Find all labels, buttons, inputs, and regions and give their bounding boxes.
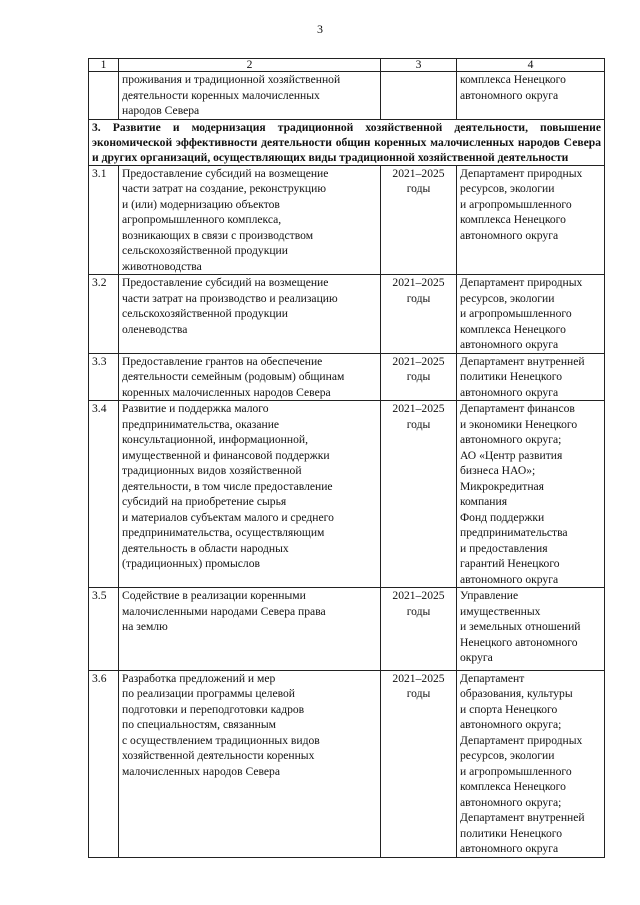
- text-line: предпринимательства: [460, 526, 568, 539]
- text-line: хозяйственной деятельности коренных: [122, 749, 315, 762]
- text-line: автономного округа: [460, 228, 559, 242]
- text-line: возникающих в связи с производством: [122, 228, 314, 242]
- table-row: [89, 275, 605, 354]
- text-line: и агропромышленного: [460, 307, 572, 320]
- row-number: 3.4: [89, 401, 119, 588]
- text-line: части затрат на создание, реконструкцию: [122, 182, 326, 195]
- text-line: Развитие и поддержка малого: [122, 402, 269, 415]
- text-line: консультационной, информационной,: [122, 433, 308, 446]
- text-line: Содействие в реализации коренными: [122, 589, 306, 602]
- text-line: Фонд поддержки: [460, 510, 545, 524]
- text-line: автономного округа: [460, 88, 559, 102]
- text-line: Ненецкого автономного: [460, 635, 578, 649]
- period-cell: [381, 588, 457, 671]
- text-line: Предоставление субсидий на возмещение: [122, 276, 329, 289]
- text-line: малочисленными народами Севера права: [122, 604, 326, 618]
- table-row: [89, 165, 605, 275]
- text-line: комплекса Ненецкого: [460, 780, 566, 793]
- text-line: комплекса Ненецкого: [460, 73, 566, 86]
- text-line: Департамент финансов: [460, 402, 575, 415]
- text-line: ресурсов, экологии: [460, 291, 555, 305]
- text-line: по специальностям, связанным: [122, 718, 277, 731]
- text-line: деятельности семейным (родовым) общинам: [122, 370, 345, 383]
- text-line: ресурсов, экологии: [460, 749, 555, 762]
- text-line: коренных малочисленных народов Севера: [122, 385, 331, 399]
- text-line: народов Севера: [122, 104, 200, 117]
- page-number: 3: [317, 22, 323, 36]
- period-cell: [381, 275, 457, 354]
- text-line: оленеводства: [122, 322, 188, 336]
- text-line: годы: [406, 604, 431, 618]
- section-title: 3. Развитие и модернизация традиционной хозяйственной деятельности, повышение экономической эффективности деятельности общин коренных малочисленных народов Севера и других организаций, осуществляющих виды традиционной хозяйственной деятельности: [89, 119, 605, 165]
- table-row: [89, 401, 605, 588]
- row-number: 3.5: [89, 588, 119, 671]
- period-cell: [381, 165, 457, 275]
- text-line: автономного округа: [460, 338, 559, 351]
- text-line: предпринимательства, осуществляющим: [122, 526, 325, 539]
- text-line: 2021–2025: [392, 402, 445, 415]
- column-numbers-row: [89, 59, 605, 72]
- text-line: годы: [406, 417, 431, 431]
- executor-cell: [457, 588, 605, 671]
- text-line: ресурсов, экологии: [460, 182, 555, 195]
- text-line: Департамент природных: [460, 276, 583, 289]
- measure-cell: [119, 588, 381, 671]
- text-line: 2021–2025: [392, 166, 445, 180]
- text-line: автономного округа;: [460, 795, 562, 809]
- row-number: 3.1: [89, 165, 119, 275]
- period-cell: [381, 401, 457, 588]
- text-line: политики Ненецкого: [460, 370, 563, 383]
- column-number: 3: [381, 59, 457, 72]
- text-line: АО «Центр развития: [460, 448, 563, 462]
- text-line: сельскохозяйственной продукции: [122, 244, 288, 257]
- text-line: компания: [460, 495, 508, 508]
- text-line: 2021–2025: [392, 276, 445, 289]
- text-line: 2021–2025: [392, 671, 445, 685]
- text-line: и предоставления: [460, 541, 548, 555]
- measure-cell: [119, 353, 381, 401]
- executor-cell: [457, 670, 605, 857]
- column-number: 4: [457, 59, 605, 72]
- text-line: Предоставление грантов на обеспечение: [122, 354, 323, 368]
- table-row: [89, 353, 605, 401]
- text-line: 2021–2025: [392, 589, 445, 602]
- row-number: 3.3: [89, 353, 119, 401]
- text-line: агропромышленного комплекса,: [122, 213, 282, 226]
- text-line: Департамент: [460, 671, 525, 685]
- empty-cell: [89, 72, 119, 120]
- text-line: автономного округа: [460, 572, 559, 586]
- executor-cell: [457, 353, 605, 401]
- empty-cell: [381, 72, 457, 120]
- text-line: и (или) модернизацию объектов: [122, 197, 280, 211]
- measure-cell: [119, 401, 381, 588]
- text-line: Микрокредитная: [460, 479, 545, 493]
- text-line: политики Ненецкого: [460, 826, 563, 840]
- text-line: округа: [460, 651, 493, 664]
- measure-cell: [119, 670, 381, 857]
- text-line: имущественных: [460, 604, 541, 618]
- table-row: [89, 670, 605, 857]
- executor-cell: [457, 72, 605, 120]
- text-line: Департамент природных: [460, 166, 583, 180]
- text-line: малочисленных народов Севера: [122, 764, 280, 778]
- continuation-row: [89, 72, 605, 120]
- text-line: образования, культуры: [460, 687, 573, 700]
- text-line: традиционных видов хозяйственной: [122, 464, 302, 477]
- text-line: с осуществлением традиционных видов: [122, 733, 320, 747]
- executor-cell: [457, 401, 605, 588]
- section-row: [89, 119, 605, 165]
- text-line: автономного округа;: [460, 433, 562, 446]
- text-line: Разработка предложений и мер: [122, 671, 276, 685]
- table-row: [89, 588, 605, 671]
- text-line: и земельных отношений: [460, 620, 581, 633]
- text-line: деятельности, в том числе предоставление: [122, 479, 333, 493]
- text-line: Предоставление субсидий на возмещение: [122, 166, 329, 180]
- text-line: Управление: [460, 589, 519, 602]
- text-line: комплекса Ненецкого: [460, 213, 566, 226]
- text-line: бизнеса НАО»;: [460, 464, 536, 477]
- text-line: субсидий на приобретение сырья: [122, 495, 287, 508]
- text-line: по реализации программы целевой: [122, 687, 295, 700]
- text-line: и экономики Ненецкого: [460, 417, 578, 431]
- text-line: деятельности коренных малочисленных: [122, 88, 320, 102]
- text-line: и спорта Ненецкого: [460, 702, 558, 716]
- column-number: 1: [89, 59, 119, 72]
- text-line: (традиционных) промыслов: [122, 557, 260, 570]
- text-line: гарантий Ненецкого: [460, 557, 560, 570]
- text-line: комплекса Ненецкого: [460, 322, 566, 336]
- measure-cell: [119, 165, 381, 275]
- text-line: и материалов субъектам малого и среднего: [122, 510, 334, 524]
- text-line: Департамент внутренней: [460, 354, 585, 368]
- row-number: 3.6: [89, 670, 119, 857]
- text-line: деятельность в области народных: [122, 541, 289, 555]
- text-line: годы: [406, 370, 431, 383]
- text-line: Департамент природных: [460, 733, 583, 747]
- text-line: автономного округа;: [460, 718, 562, 731]
- period-cell: [381, 670, 457, 857]
- column-number: 2: [119, 59, 381, 72]
- executor-cell: [457, 165, 605, 275]
- text-line: 2021–2025: [392, 354, 445, 368]
- measures-table: [88, 58, 605, 858]
- text-line: части затрат на производство и реализацию: [122, 291, 338, 305]
- text-line: животноводства: [122, 259, 202, 273]
- text-line: годы: [406, 687, 431, 700]
- text-line: на землю: [122, 620, 168, 633]
- text-line: проживания и традиционной хозяйственной: [122, 73, 341, 86]
- text-line: годы: [406, 182, 431, 195]
- text-line: автономного округа: [460, 385, 559, 399]
- text-line: сельскохозяйственной продукции: [122, 307, 288, 320]
- text-line: автономного округа: [460, 842, 559, 855]
- executor-cell: [457, 275, 605, 354]
- text-line: годы: [406, 291, 431, 305]
- measure-cell: [119, 275, 381, 354]
- text-line: подготовки и переподготовки кадров: [122, 702, 305, 716]
- measure-cell: [119, 72, 381, 120]
- text-line: имущественной и финансовой поддержки: [122, 448, 330, 462]
- period-cell: [381, 353, 457, 401]
- text-line: и агропромышленного: [460, 764, 572, 778]
- text-line: предпринимательства, оказание: [122, 417, 280, 431]
- text-line: Департамент внутренней: [460, 811, 585, 824]
- text-line: и агропромышленного: [460, 197, 572, 211]
- row-number: 3.2: [89, 275, 119, 354]
